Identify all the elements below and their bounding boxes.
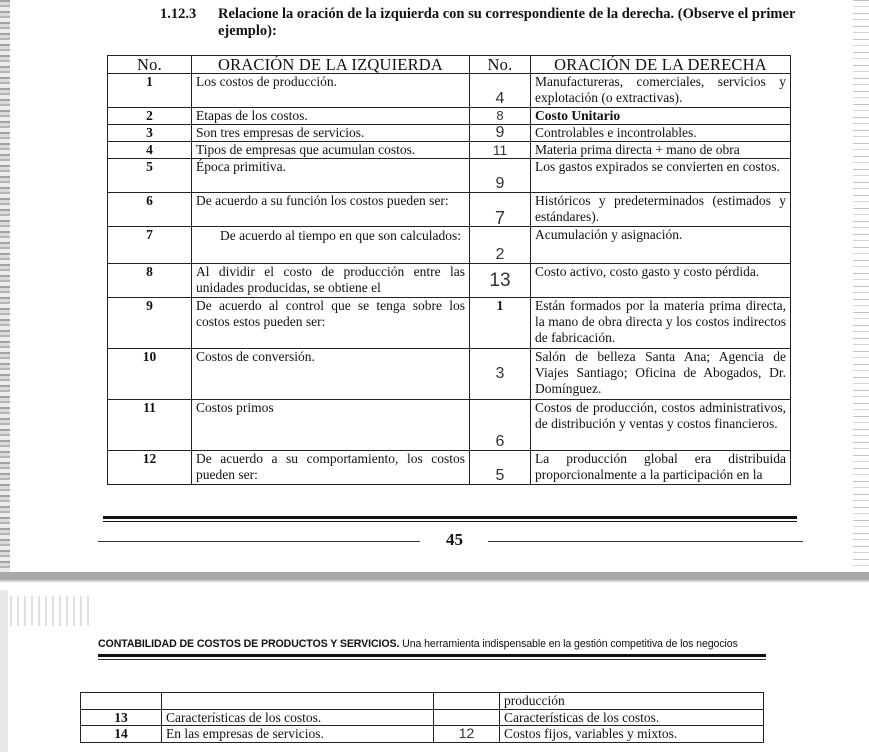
answer-number: 4 [470, 74, 531, 108]
right-sentence: Salón de belleza Santa Ana; Agencia de Viajes Santiago; Oficina de Abogados, Dr. Domínguez. [531, 349, 791, 400]
left-sentence: Tipos de empresas que acumulan costos. [192, 142, 470, 159]
left-sentence: De acuerdo al control que se tenga sobre los costos estos pueden ser: [192, 298, 470, 349]
header-no-left: No. [108, 56, 192, 74]
exercise-header [160, 6, 805, 40]
running-title-rule-thin [98, 659, 766, 660]
answer-number: 8 [470, 108, 531, 125]
right-sentence: Están formados por la materia prima directa, la mano de obra directa y los costos indirectos de fabricación. [531, 298, 791, 349]
exercise-instruction-line2: ejemplo): [218, 23, 277, 39]
right-sentence: Características de los costos. [500, 709, 764, 726]
table-row [81, 709, 764, 726]
exercise-number: 1.12.3 [160, 6, 197, 22]
page-number: 45 [446, 530, 463, 549]
table-row [108, 74, 791, 108]
answer-number: 2 [470, 227, 531, 264]
table-row [108, 108, 791, 125]
table-row [108, 193, 791, 227]
left-sentence: En las empresas de servicios. [162, 726, 434, 743]
matching-table [107, 55, 791, 485]
table-row [108, 349, 791, 400]
answer-number: 1 [470, 298, 531, 349]
matching-table-continued [80, 692, 764, 743]
answer-number [434, 709, 500, 726]
table-row [108, 227, 791, 264]
table-header-row [108, 56, 791, 74]
left-sentence: Características de los costos. [162, 709, 434, 726]
row-number: 10 [108, 349, 192, 400]
table-row [81, 726, 764, 743]
row-number: 7 [108, 227, 192, 264]
table-row [108, 142, 791, 159]
answer-number: 7 [470, 193, 531, 227]
empty-cell [434, 693, 500, 710]
left-sentence: De acuerdo al tiempo en que son calculados: [192, 227, 470, 264]
left-sentence: Costos de conversión. [192, 349, 470, 400]
left-sentence: Costos primos [192, 400, 470, 451]
row-number: 4 [108, 142, 192, 159]
right-sentence: Acumulación y asignación. [531, 227, 791, 264]
table-row [108, 264, 791, 298]
page-separator [0, 572, 869, 580]
left-sentence: Son tres empresas de servicios. [192, 125, 470, 142]
answer-number: 13 [470, 264, 531, 298]
left-sentence: Al dividir el costo de producción entre las unidades producidas, se obtiene el [192, 264, 470, 298]
answer-number: 12 [434, 726, 500, 743]
right-sentence: Costo activo, costo gasto y costo pérdida. [531, 264, 791, 298]
left-sentence: Época primitiva. [192, 159, 470, 193]
header-no-right: No. [470, 56, 531, 74]
empty-cell [81, 693, 162, 710]
right-sentence: Los gastos expirados se convierten en costos. [531, 159, 791, 193]
answer-number: 3 [470, 349, 531, 400]
table-row [108, 298, 791, 349]
row-number: 13 [81, 709, 162, 726]
left-sentence: Los costos de producción. [192, 74, 470, 108]
answer-number: 6 [470, 400, 531, 451]
row-number: 11 [108, 400, 192, 451]
table-row [81, 693, 764, 710]
row-number: 9 [108, 298, 192, 349]
row-number: 8 [108, 264, 192, 298]
row-number: 5 [108, 159, 192, 193]
scan-edge-left-lower [0, 590, 8, 752]
book-title-subtitle: Una herramienta indispensable en la gestión competitiva de los negocios [399, 638, 738, 650]
answer-number: 11 [470, 142, 531, 159]
row-number: 2 [108, 108, 192, 125]
header-left-sentence: ORACIÓN DE LA IZQUIERDA [192, 56, 470, 74]
right-sentence: La producción global era distribuida proporcionalmente a la participación en la [531, 451, 791, 485]
table-row [108, 159, 791, 193]
right-sentence: Materia prima directa + mano de obra [531, 142, 791, 159]
left-sentence: De acuerdo a su comportamiento, los costos pueden ser: [192, 451, 470, 485]
right-sentence-continuation: producción [500, 693, 764, 710]
right-sentence: Históricos y predeterminados (estimados y estándares). [531, 193, 791, 227]
answer-number: 9 [470, 159, 531, 193]
row-number: 6 [108, 193, 192, 227]
row-number: 12 [108, 451, 192, 485]
page-number-rule-right [488, 541, 803, 542]
row-number: 1 [108, 74, 192, 108]
row-number: 3 [108, 125, 192, 142]
scan-edge-right [853, 0, 869, 572]
scan-specks [10, 596, 90, 626]
row-number: 14 [81, 726, 162, 743]
page-bottom-rule-thin [103, 521, 797, 522]
book-running-title [98, 638, 778, 650]
right-sentence: Costo Unitario [531, 108, 791, 125]
page-separator-shadow [0, 580, 869, 582]
right-sentence: Costos fijos, variables y mixtos. [500, 726, 764, 743]
empty-cell [162, 693, 434, 710]
left-sentence: De acuerdo a su función los costos pueden ser: [192, 193, 470, 227]
answer-number: 5 [470, 451, 531, 485]
right-sentence: Manufactureras, comerciales, servicios y explotación (o extractivas). [531, 74, 791, 108]
page-bottom-rule-thick [103, 516, 797, 519]
running-title-rule-thick [98, 654, 766, 657]
header-right-sentence: ORACIÓN DE LA DERECHA [531, 56, 791, 74]
answer-number: 9 [470, 125, 531, 142]
table-row [108, 125, 791, 142]
right-sentence: Controlables e incontrolables. [531, 125, 791, 142]
right-sentence: Costos de producción, costos administrativos, de distribución y ventas y costos financieros. [531, 400, 791, 451]
table-row [108, 400, 791, 451]
exercise-instruction-line1: Relacione la oración de la izquierda con su correspondiente de la derecha. (Observe el primer [218, 6, 796, 22]
scan-edge-left [0, 0, 10, 572]
page-number-rule-left [98, 541, 420, 542]
book-title-bold: CONTABILIDAD DE COSTOS DE PRODUCTOS Y SERVICIOS. [98, 638, 400, 650]
left-sentence: Etapas de los costos. [192, 108, 470, 125]
table-row [108, 451, 791, 485]
